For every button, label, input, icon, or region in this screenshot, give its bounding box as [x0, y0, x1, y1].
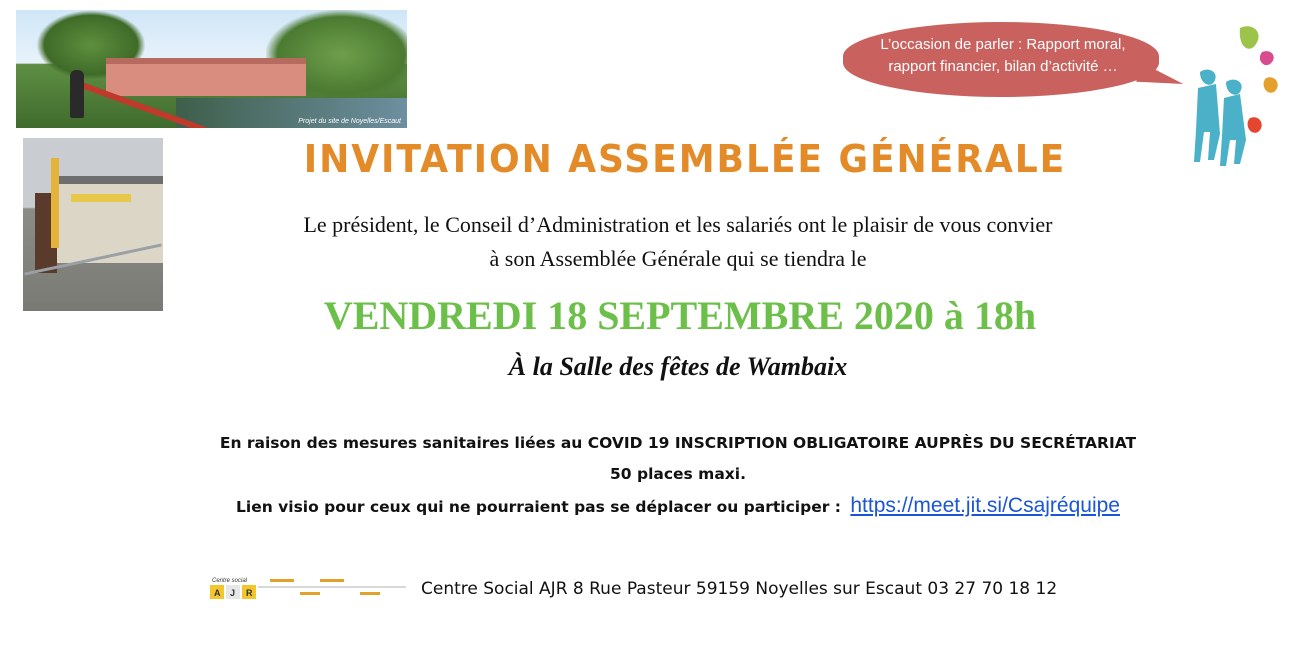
bubble-line-2: rapport financier, bilan d’activité …	[888, 58, 1118, 75]
notice-line-2: 50 places maxi.	[610, 465, 746, 483]
logo-text: Centre social	[212, 578, 248, 584]
site-project-photo	[16, 10, 407, 128]
notice-line-3	[0, 490, 1299, 523]
speech-bubble-text	[858, 34, 1148, 78]
visio-label: Lien visio pour ceux qui ne pourraient pas se déplacer ou participer :	[236, 498, 841, 516]
notice-line-1: En raison des mesures sanitaires liées au COVID 19 INSCRIPTION OBLIGATOIRE AUPRÈS DU SECRÉTARIAT	[219, 434, 1137, 452]
intro-paragraph	[0, 208, 1299, 276]
intro-line-1: Le président, le Conseil d’Administration et les salariés ont le plaisir de vous convier	[303, 212, 1053, 237]
sanitary-notice	[0, 428, 1299, 523]
footer-address: Centre Social AJR 8 Rue Pasteur 59159 Noyelles sur Escaut 03 27 70 18 12	[421, 579, 1058, 599]
ajr-logo-icon	[210, 576, 410, 602]
logo-letter-a: A	[214, 588, 221, 598]
event-location: À la Salle des fêtes de Wambaix	[508, 352, 848, 381]
event-date: VENDREDI 18 SEPTEMBRE 2020 à 18h	[323, 293, 1037, 338]
bubble-line-1: L’occasion de parler : Rapport moral,	[880, 36, 1126, 53]
visio-link[interactable]: https://meet.jit.si/Csajréquipe	[850, 494, 1120, 517]
intro-line-2: à son Assemblée Générale qui se tiendra le	[489, 246, 867, 271]
logo-letter-j: J	[230, 588, 236, 598]
invitation-title: INVITATION ASSEMBLÉE GÉNÉRALE	[303, 137, 1067, 181]
logo-letter-r: R	[246, 588, 253, 598]
photo-caption: Projet du site de Noyelles/Escaut	[298, 118, 401, 125]
